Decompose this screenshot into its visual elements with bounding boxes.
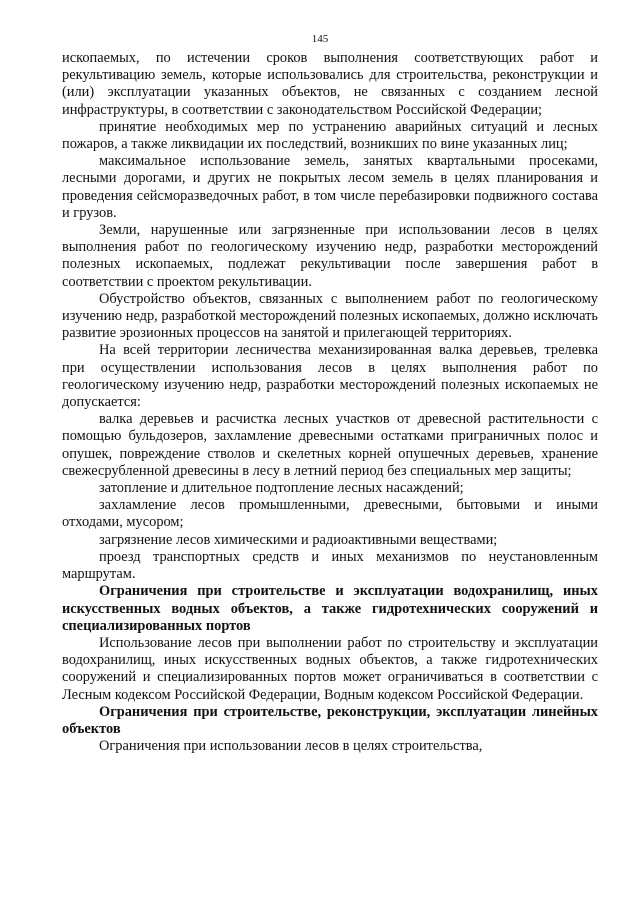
list-item-felling: валка деревьев и расчистка лесных участков от древесной растительности с помощью бульдозеров, захламление древесными остатками приграничных полос и опушек, повреждение стволов и скелетных корней опушечных деревьев, хранение свежесрубленной древесины в лесу в летний период без специальных мер защиты;: [62, 411, 598, 479]
section-heading-reservoirs: Ограничения при строительстве и эксплуатации водохранилищ, иных искусственных водных объектов, а также гидротехнических сооружений и специализированных портов: [62, 583, 598, 634]
paragraph-emergency-measures: принятие необходимых мер по устранению аварийных ситуаций и лесных пожаров, а также ликвидации их последствий, возникших по вине указанных лиц;: [62, 118, 598, 153]
document-body: [62, 50, 598, 755]
section-heading-linear-objects: Ограничения при строительстве, реконструкции, эксплуатации линейных объектов: [62, 703, 598, 737]
list-item-pollution: загрязнение лесов химическими и радиоактивными веществами;: [99, 531, 498, 548]
page-number: 145: [311, 33, 329, 45]
list-item-littering: захламление лесов промышленными, древесными, бытовыми и иными отходами, мусором;: [62, 497, 598, 531]
paragraph-continuation: ископаемых, по истечении сроков выполнения соответствующих работ и рекультивацию земель, которые использовались для строительства, реконструкции и (или) эксплуатации указанных объектов, не связанных с созданием лесной инфраструктуры, в соответствии с законодательством Российской Федерации;: [62, 50, 598, 118]
paragraph-land-use: максимальное использование земель, занятых квартальными просеками, лесными дорогами, и других не покрытых лесом земель в целях планирования и проведения сейсморазведочных работ, в том числе перебазировки подвижного состава и грузов.: [62, 153, 598, 221]
list-item-flooding: затопление и длительное подтопление лесных насаждений;: [99, 480, 464, 497]
paragraph-erosion: Обустройство объектов, связанных с выполнением работ по геологическому изучению недр, разработкой месторождений полезных ископаемых, должно исключать развитие эрозионных процессов на занятой и прилегающей территориях.: [62, 290, 598, 342]
paragraph-recultivation: Земли, нарушенные или загрязненные при использовании лесов в целях выполнения работ по геологическому изучению недр, разработки месторождений полезных ископаемых, подлежат рекультивации после завершения работ в соответствии с проектом рекультивации.: [62, 222, 598, 290]
paragraph-reservoirs: Использование лесов при выполнении работ по строительству и эксплуатации водохранилищ, иных искусственных водных объектов, а также гидротехнических сооружений и специализированных портов может ограничиваться в соответствии с Лесным кодексом Российской Федерации, Водным кодексом Российской Федерации.: [62, 634, 598, 703]
list-item-vehicles: проезд транспортных средств и иных механизмов по неустановленным маршрутам.: [62, 548, 598, 583]
paragraph-linear-objects: Ограничения при использовании лесов в целях строительства,: [99, 738, 483, 755]
paragraph-prohibitions-intro: На всей территории лесничества механизированная валка деревьев, трелевка при осуществлении использования лесов в целях выполнения работ по геологическому изучению недр, разработки месторождений полезных ископаемых не допускается:: [62, 342, 598, 411]
